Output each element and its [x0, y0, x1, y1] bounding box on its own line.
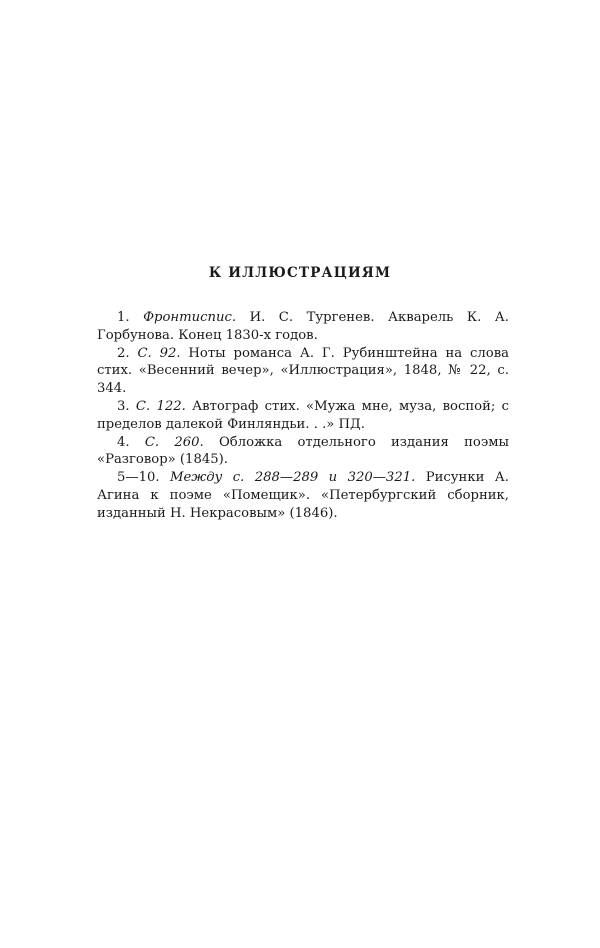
list-item	[97, 309, 509, 345]
list-item	[97, 345, 509, 398]
list-item	[97, 434, 509, 470]
entry-description: Обложка отдельного издания поэмы «Разговор» (1845).	[97, 434, 509, 468]
page-title: К ИЛЛЮСТРАЦИЯМ	[208, 265, 392, 281]
entry-reference: С. 260.	[144, 434, 204, 450]
illustrations-list	[97, 309, 509, 523]
entry-number: 4.	[117, 434, 130, 450]
entry-description: Ноты романса А. Г. Рубинштейна на слова стих. «Весенний вечер», «Иллюстрация», 1848, № 22, с. 344.	[97, 345, 509, 397]
entry-reference: С. 122.	[135, 398, 186, 414]
entry-reference: Между с. 288—289 и 320—321.	[169, 470, 416, 486]
entry-number: 2.	[117, 345, 130, 361]
entry-description: Рисунки А. Агина к поэме «Помещик». «Петербургский сборник, изданный Н. Некрасовым» (1846).	[97, 470, 509, 521]
entry-number: 3.	[117, 398, 130, 414]
entry-description: Автограф стих. «Мужа мне, муза, воспой; с пределов далекой Финляндьи. . .» ПД.	[97, 398, 509, 432]
entry-description: И. С. Тургенев. Акварель К. А. Горбунова. Конец 1830-х годов.	[97, 310, 509, 343]
entry-reference: С. 92.	[137, 345, 181, 361]
list-item	[97, 398, 509, 434]
entry-number: 5—10.	[117, 470, 160, 486]
entry-reference: Фронтиспис.	[143, 310, 237, 325]
list-item	[97, 469, 509, 522]
entry-number: 1.	[117, 310, 130, 325]
